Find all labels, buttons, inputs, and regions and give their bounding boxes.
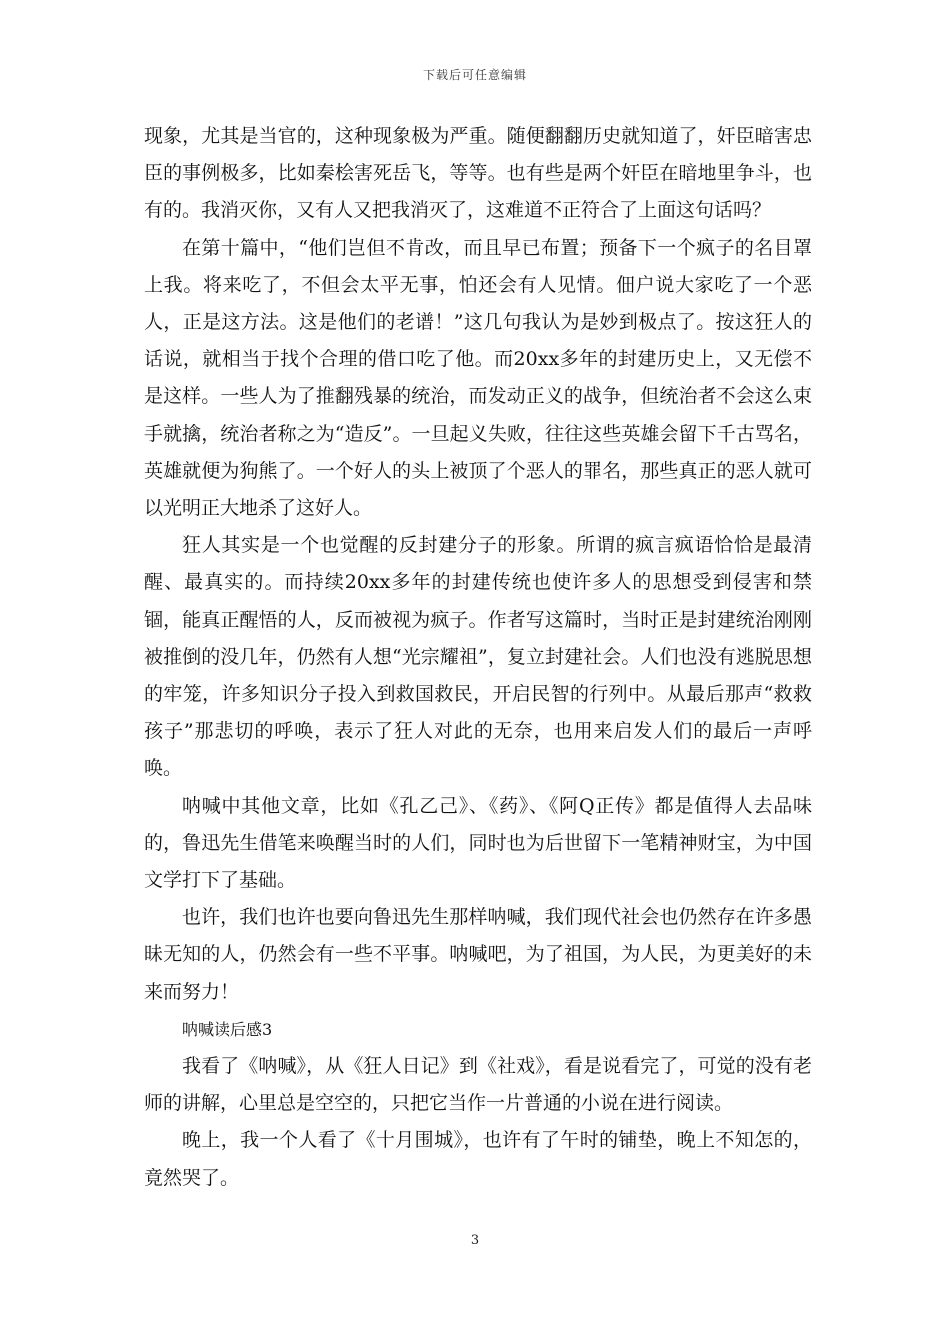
paragraph: 呐喊中其他文章，比如《孔乙己》、《药》、《阿Q正传》都是值得人去品味的，鲁迅先生借笔来唤醒当时的人们，同时也为后世留下一笔精神财宝，为中国文学打下了基础。 xyxy=(144,794,812,892)
page-number: 3 xyxy=(470,1233,480,1248)
page-header: 下载后可任意编辑 xyxy=(422,68,527,82)
document-body xyxy=(144,118,812,1197)
paragraph: 在第十篇中，“他们岂但不肯改，而且早已布置；预备下一个疯子的名目罩上我。将来吃了，不但会太平无事，怕还会有人见情。佃户说大家吃了一个恶人，正是这方法。这是他们的老谱！”这几句我认为是妙到极点了。按这狂人的话说，就相当于找个合理的借口吃了他。而20xx多年的封建历史上，又无偿不是这样。一些人为了推翻残暴的统治，而发动正义的战争，但统治者不会这么束手就擒，统治者称之为“造反”。一旦起义失败，往往这些英雄会留下千古骂名，英雄就便为狗熊了。一个好人的头上被顶了个恶人的罪名，那些真正的恶人就可以光明正大地杀了这好人。 xyxy=(144,236,812,520)
paragraph: 也许，我们也许也要向鲁迅先生那样呐喊，我们现代社会也仍然存在许多愚昧无知的人，仍然会有一些不平事。呐喊吧，为了祖国，为人民，为更美好的未来而努力！ xyxy=(144,906,812,1003)
paragraph-continued: 现象，尤其是当官的，这种现象极为严重。随便翻翻历史就知道了，奸臣暗害忠臣的事例极多，比如秦桧害死岳飞，等等。也有些是两个奸臣在暗地里争斗，也有的。我消灭你，又有人又把我消灭了，这难道不正符合了上面这句话吗？ xyxy=(144,125,812,222)
paragraph: 狂人其实是一个也觉醒的反封建分子的形象。所谓的疯言疯语恰恰是最清醒、最真实的。而持续20xx多年的封建传统也使许多人的思想受到侵害和禁锢，能真正醒悟的人，反而被视为疯子。作者写这篇时，当时正是封建统治刚刚被推倒的没几年，仍然有人想“光宗耀祖”，复立封建社会。人们也没有逃脱思想的牢笼，许多知识分子投入到救国救民，开启民智的行列中。从最后那声“救救孩子”那悲切的呼唤，表示了狂人对此的无奈，也用来启发人们的最后一声呼唤。 xyxy=(144,534,812,780)
paragraph: 晚上，我一个人看了《十月围城》，也许有了午时的铺垫，晚上不知怎的，竟然哭了。 xyxy=(144,1129,812,1189)
section-heading: 呐喊读后感3 xyxy=(182,1019,273,1039)
paragraph: 我看了《呐喊》，从《狂人日记》到《社戏》，看是说看完了，可觉的没有老师的讲解，心里总是空空的，只把它当作一片普通的小说在进行阅读。 xyxy=(144,1055,812,1115)
